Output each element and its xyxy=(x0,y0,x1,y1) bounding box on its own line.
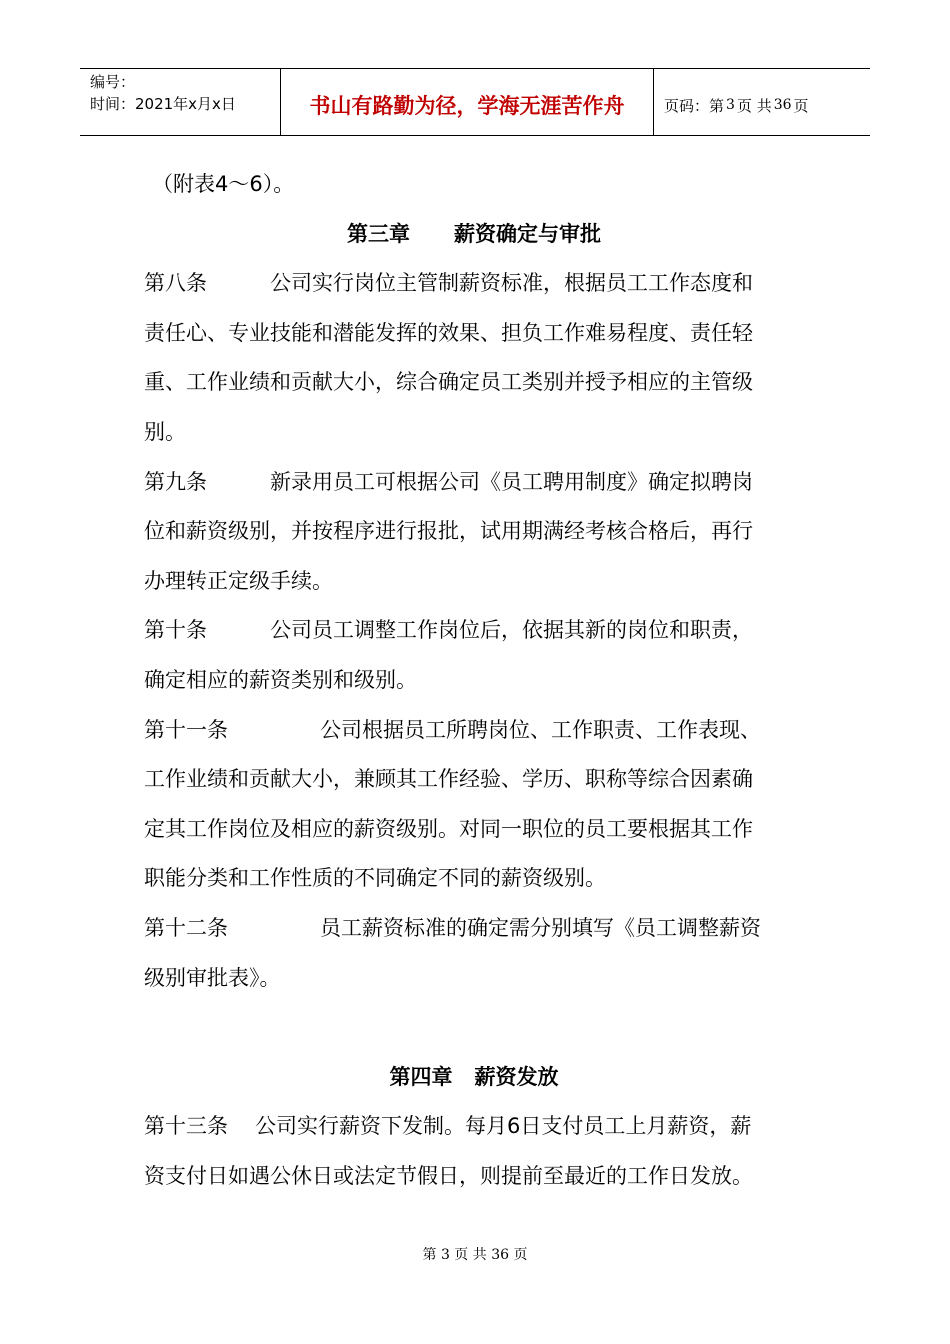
article-11 xyxy=(144,706,804,756)
page-current: 3 xyxy=(726,97,735,113)
document-time-label: 时间：2021年x月x日 xyxy=(90,95,236,113)
paragraph-line: 资支付日如遇公休日或法定节假日，则提前至最近的工作日发放。 xyxy=(144,1163,753,1188)
paragraph-line: 确定相应的薪资类别和级别。 xyxy=(144,667,417,692)
article-number: 第十条 xyxy=(144,618,207,643)
page-total: 36 xyxy=(773,97,792,113)
article-10 xyxy=(144,606,804,656)
spacer xyxy=(144,1003,804,1053)
paragraph-line: 工作业绩和贡献大小，兼顾其工作经验、学历、职称等综合因素确 xyxy=(144,767,753,792)
paragraph-line: 职能分类和工作性质的不同确定不同的薪资级别。 xyxy=(144,866,606,891)
article-number: 第八条 xyxy=(144,271,207,296)
paragraph-line: 责任心、专业技能和潜能发挥的效果、担负工作难易程度、责任轻 xyxy=(144,320,753,345)
header-page-info xyxy=(654,69,870,135)
article-text: 新录用员工可根据公司《员工聘用制度》确定拟聘岗 xyxy=(270,469,753,494)
chapter-title: 薪资发放 xyxy=(474,1064,559,1089)
paragraph-line: 别。 xyxy=(144,419,186,444)
paragraph-line: （附表4～6）。 xyxy=(152,172,295,196)
article-13 xyxy=(144,1102,804,1152)
chapter-number: 第三章 xyxy=(347,221,410,246)
article-number: 第十二条 xyxy=(144,915,228,940)
header-motto: 书山有路勤为径，学海无涯苦作舟 xyxy=(281,69,654,135)
chapter-number: 第四章 xyxy=(389,1064,453,1089)
page-prefix: 页码：第 xyxy=(664,96,725,115)
article-text: 员工薪资标准的确定需分别填写《员工调整薪资 xyxy=(320,915,761,940)
document-number-label: 编号： xyxy=(90,73,136,91)
article-text: 公司员工调整工作岗位后，依据其新的岗位和职责， xyxy=(270,618,753,643)
paragraph-line: 级别审批表》。 xyxy=(144,965,281,990)
chapter-3-heading xyxy=(144,210,804,260)
paragraph-line: 位和薪资级别，并按程序进行报批，试用期满经考核合格后，再行 xyxy=(144,519,753,544)
article-text: 公司根据员工所聘岗位、工作职责、工作表现、 xyxy=(320,717,761,742)
chapter-4-heading xyxy=(144,1053,804,1103)
page-header xyxy=(80,68,870,136)
page-middle: 页 共 xyxy=(736,96,772,115)
article-number: 第十一条 xyxy=(144,717,228,742)
article-number: 第九条 xyxy=(144,469,207,494)
article-9 xyxy=(144,458,804,508)
document-body xyxy=(144,160,804,1201)
article-8 xyxy=(144,259,804,309)
paragraph-line: 重、工作业绩和贡献大小，综合确定员工类别并授予相应的主管级 xyxy=(144,370,753,395)
paragraph-line: 办理转正定级手续。 xyxy=(144,568,333,593)
page-suffix: 页 xyxy=(793,96,809,115)
article-12 xyxy=(144,904,804,954)
paragraph-line: 定其工作岗位及相应的薪资级别。对同一职位的员工要根据其工作 xyxy=(144,816,753,841)
article-number: 第十三条 xyxy=(144,1114,228,1139)
page-footer: 第 3 页 共 36 页 xyxy=(422,1247,528,1263)
article-text: 公司实行薪资下发制。每月6日支付员工上月薪资，薪 xyxy=(255,1114,752,1139)
article-text: 公司实行岗位主管制薪资标准，根据员工工作态度和 xyxy=(270,271,753,296)
chapter-title: 薪资确定与审批 xyxy=(454,221,601,246)
header-meta xyxy=(80,69,281,135)
